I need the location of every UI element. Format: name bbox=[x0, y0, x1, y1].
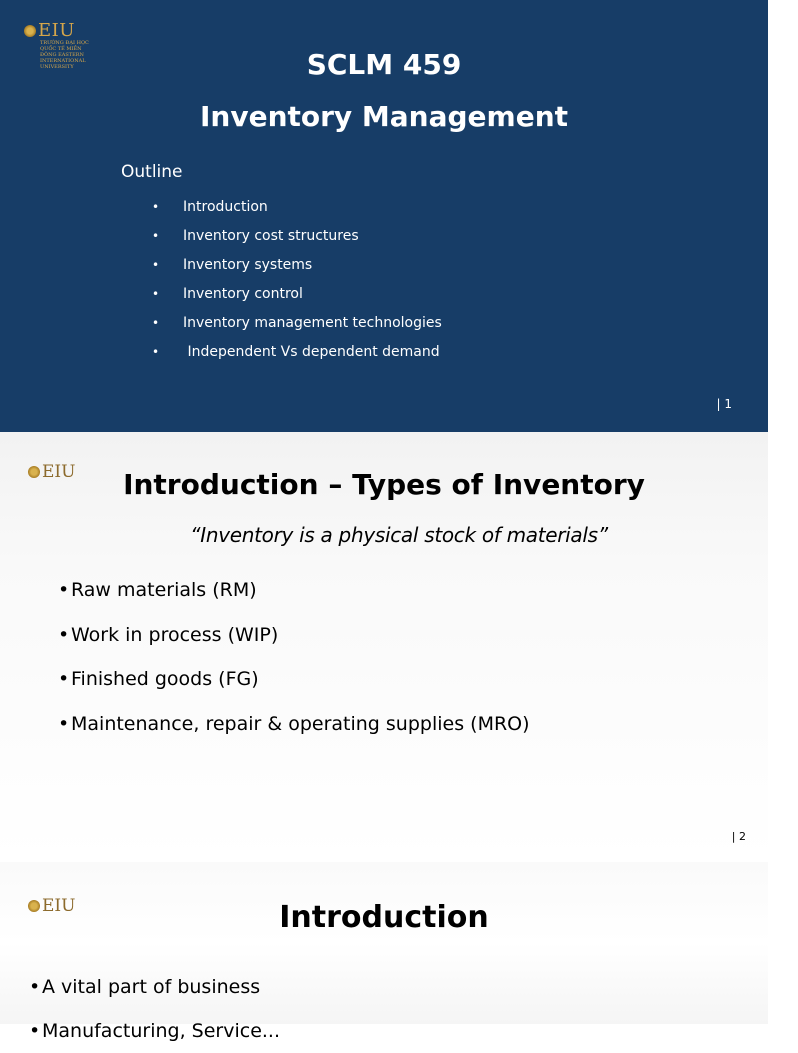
bullet-icon: • bbox=[58, 712, 70, 735]
list-item-label: Maintenance, repair & operating supplies (MRO) bbox=[71, 712, 530, 735]
list-item bbox=[58, 657, 530, 702]
eiu-seal-icon bbox=[24, 25, 36, 37]
definition-quote: “Inventory is a physical stock of materials” bbox=[190, 523, 608, 547]
slide-3 bbox=[0, 862, 768, 1042]
outline-heading: Outline bbox=[121, 162, 183, 182]
outline-item bbox=[152, 250, 442, 279]
outline-item bbox=[152, 279, 442, 308]
bullet-icon: • bbox=[29, 1020, 41, 1042]
eiu-wordmark: EIU bbox=[38, 20, 75, 41]
list-item bbox=[58, 702, 530, 747]
course-code-title: SCLM 459 bbox=[306, 48, 462, 81]
bullet-icon: • bbox=[152, 257, 160, 272]
list-item-label: Manufacturing, Service... bbox=[42, 1020, 281, 1042]
list-item bbox=[29, 1009, 280, 1053]
list-item-label: Work in process (WIP) bbox=[71, 623, 279, 646]
outline-list bbox=[152, 192, 442, 366]
outline-item-label: Independent Vs dependent demand bbox=[183, 343, 440, 360]
list-item bbox=[29, 965, 280, 1009]
list-item-label: A vital part of business bbox=[42, 976, 261, 998]
outline-item bbox=[152, 221, 442, 250]
outline-item bbox=[152, 308, 442, 337]
bullet-icon: • bbox=[152, 344, 160, 359]
bullet-icon: • bbox=[29, 976, 41, 998]
eiu-logo-mark bbox=[24, 22, 94, 40]
page-number: | 2 bbox=[731, 830, 746, 843]
bullet-icon: • bbox=[58, 668, 70, 691]
outline-item-label: Inventory cost structures bbox=[183, 227, 359, 244]
course-name-title: Inventory Management bbox=[199, 100, 569, 133]
intro-list bbox=[29, 965, 280, 1053]
list-item bbox=[58, 613, 530, 658]
slide-title: Introduction bbox=[279, 900, 489, 935]
outline-item bbox=[152, 192, 442, 221]
bullet-icon: • bbox=[58, 579, 70, 602]
slide-2 bbox=[0, 432, 768, 862]
list-item-label: Raw materials (RM) bbox=[71, 579, 257, 602]
outline-item-label: Inventory management technologies bbox=[183, 314, 442, 331]
outline-item-label: Introduction bbox=[183, 198, 268, 215]
list-item-label: Finished goods (FG) bbox=[71, 668, 259, 691]
eiu-wordmark: EIU bbox=[42, 896, 76, 916]
bullet-icon: • bbox=[152, 315, 160, 330]
slide-1 bbox=[0, 0, 768, 432]
inventory-types-list bbox=[58, 568, 530, 746]
list-item bbox=[58, 568, 530, 613]
page-number: | 1 bbox=[716, 397, 732, 411]
slide-title: Introduction – Types of Inventory bbox=[123, 468, 645, 501]
bullet-icon: • bbox=[58, 623, 70, 646]
bullet-icon: • bbox=[152, 228, 160, 243]
eiu-wordmark: EIU bbox=[42, 462, 76, 482]
bullet-icon: • bbox=[152, 199, 160, 214]
bullet-icon: • bbox=[152, 286, 160, 301]
outline-item-label: Inventory control bbox=[183, 285, 303, 302]
outline-item bbox=[152, 337, 442, 366]
eiu-tagline: TRƯỜNG ĐẠI HỌC QUỐC TẾ MIỀN ĐÔNG EASTERN INTERNATIONAL UNIVERSITY bbox=[40, 40, 89, 70]
outline-item-label: Inventory systems bbox=[183, 256, 313, 273]
